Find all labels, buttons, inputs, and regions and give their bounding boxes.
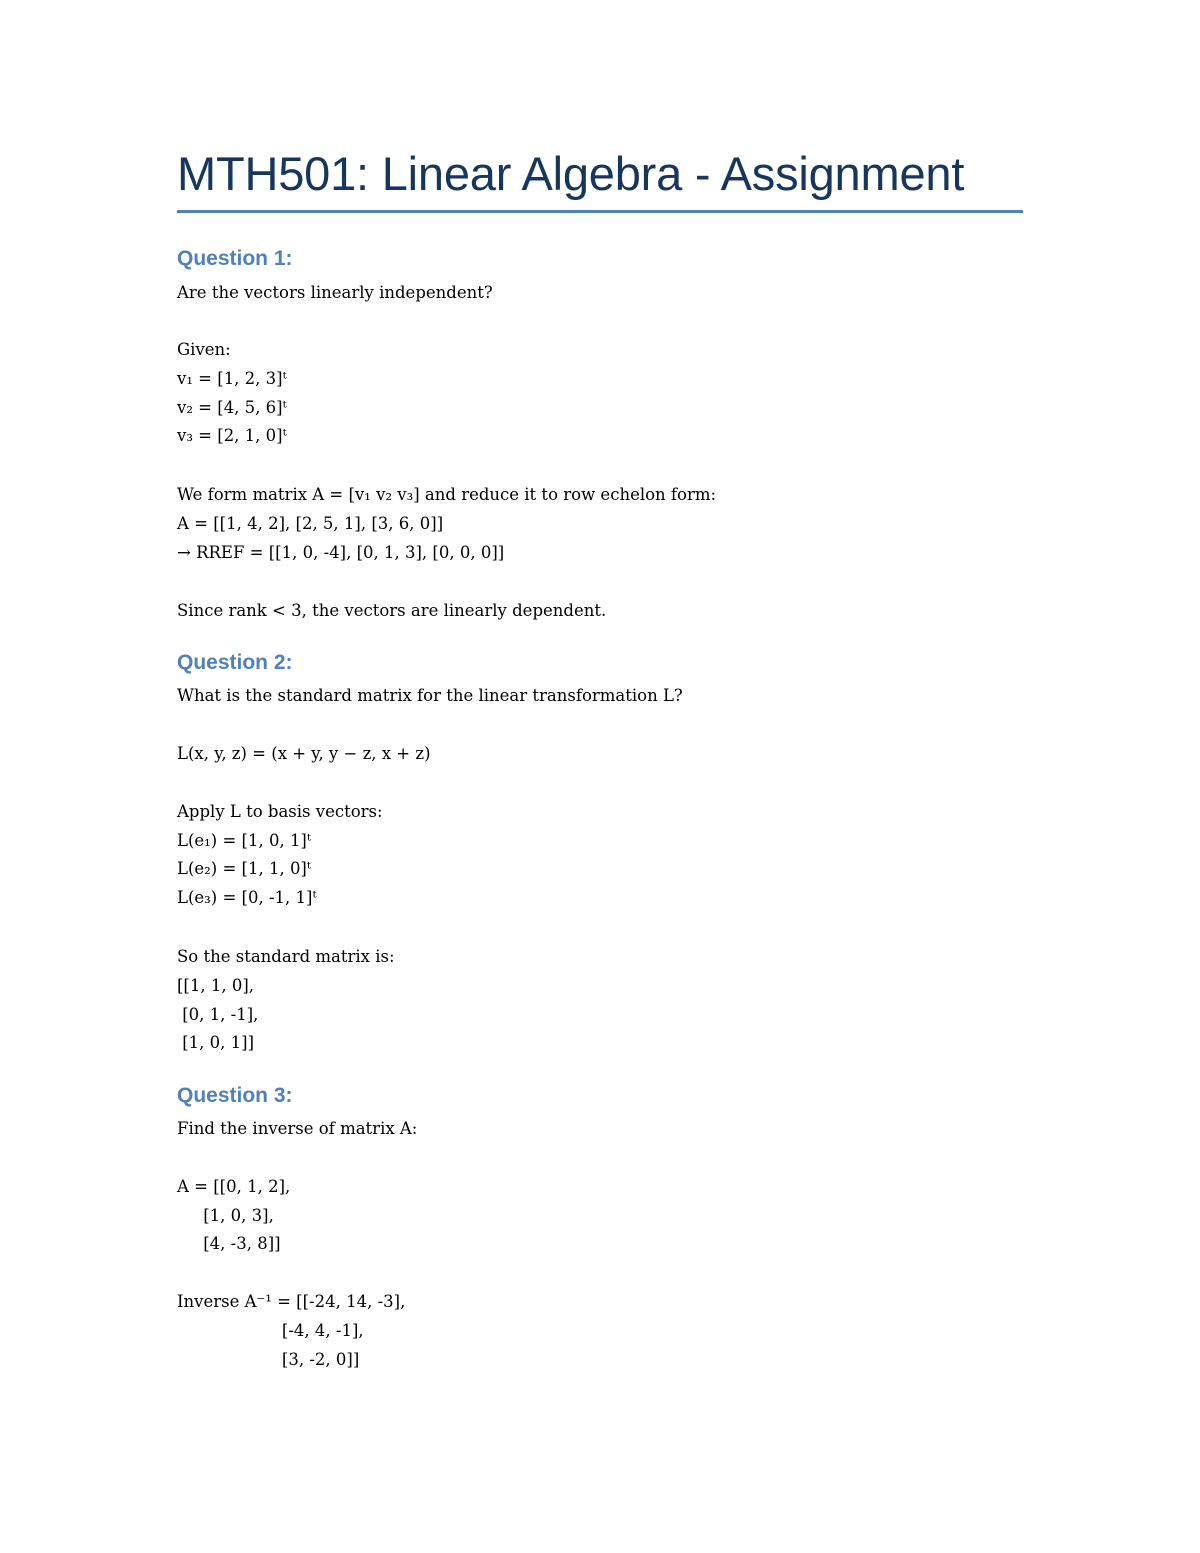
question-1-vector-v2: v₂ = [4, 5, 6]ᵗ: [177, 398, 287, 417]
question-3-heading: Question 3:: [177, 1084, 293, 1107]
question-3-matrix-row-3: [4, -3, 8]]: [177, 1234, 281, 1253]
question-3-inverse-row-2: [-4, 4, -1],: [177, 1321, 364, 1340]
question-2-image-e1: L(e₁) = [1, 0, 1]ᵗ: [177, 831, 311, 850]
question-1-matrix-a: A = [[1, 4, 2], [2, 5, 1], [3, 6, 0]]: [177, 514, 444, 533]
question-1-conclusion: Since rank < 3, the vectors are linearly dependent.: [177, 601, 607, 620]
question-3-inverse-row-3: [3, -2, 0]]: [177, 1350, 360, 1369]
question-1-vector-v3: v₃ = [2, 1, 0]ᵗ: [177, 426, 287, 445]
question-2-apply-label: Apply L to basis vectors:: [177, 802, 383, 821]
question-1-vector-v1: v₁ = [1, 2, 3]ᵗ: [177, 369, 287, 388]
question-3-matrix-row-1: A = [[0, 1, 2],: [177, 1177, 291, 1196]
question-1-given-label: Given:: [177, 340, 231, 359]
question-3-matrix-row-2: [1, 0, 3],: [177, 1206, 274, 1225]
question-1-method: We form matrix A = [v₁ v₂ v₃] and reduce it to row echelon form:: [177, 485, 717, 504]
question-1-heading: Question 1:: [177, 247, 293, 270]
question-3-inverse-row-1: Inverse A⁻¹ = [[-24, 14, -3],: [177, 1292, 406, 1311]
question-2-matrix-row-3: [1, 0, 1]]: [177, 1033, 255, 1052]
question-2-result-label: So the standard matrix is:: [177, 947, 395, 966]
question-2-matrix-row-1: [[1, 1, 0],: [177, 976, 255, 995]
document-title: MTH501: Linear Algebra - Assignment: [177, 147, 965, 200]
question-2-heading: Question 2:: [177, 651, 293, 674]
question-1-rref: → RREF = [[1, 0, -4], [0, 1, 3], [0, 0, 0]]: [177, 543, 505, 562]
question-2-matrix-row-2: [0, 1, -1],: [177, 1005, 259, 1024]
question-2-transformation: L(x, y, z) = (x + y, y − z, x + z): [177, 744, 431, 763]
question-1-prompt: Are the vectors linearly independent?: [177, 283, 493, 302]
title-underline: [177, 210, 1023, 213]
question-2-prompt: What is the standard matrix for the linear transformation L?: [177, 686, 683, 705]
question-2-image-e3: L(e₃) = [0, -1, 1]ᵗ: [177, 888, 317, 907]
question-2-image-e2: L(e₂) = [1, 1, 0]ᵗ: [177, 859, 311, 878]
question-3-prompt: Find the inverse of matrix A:: [177, 1119, 418, 1138]
